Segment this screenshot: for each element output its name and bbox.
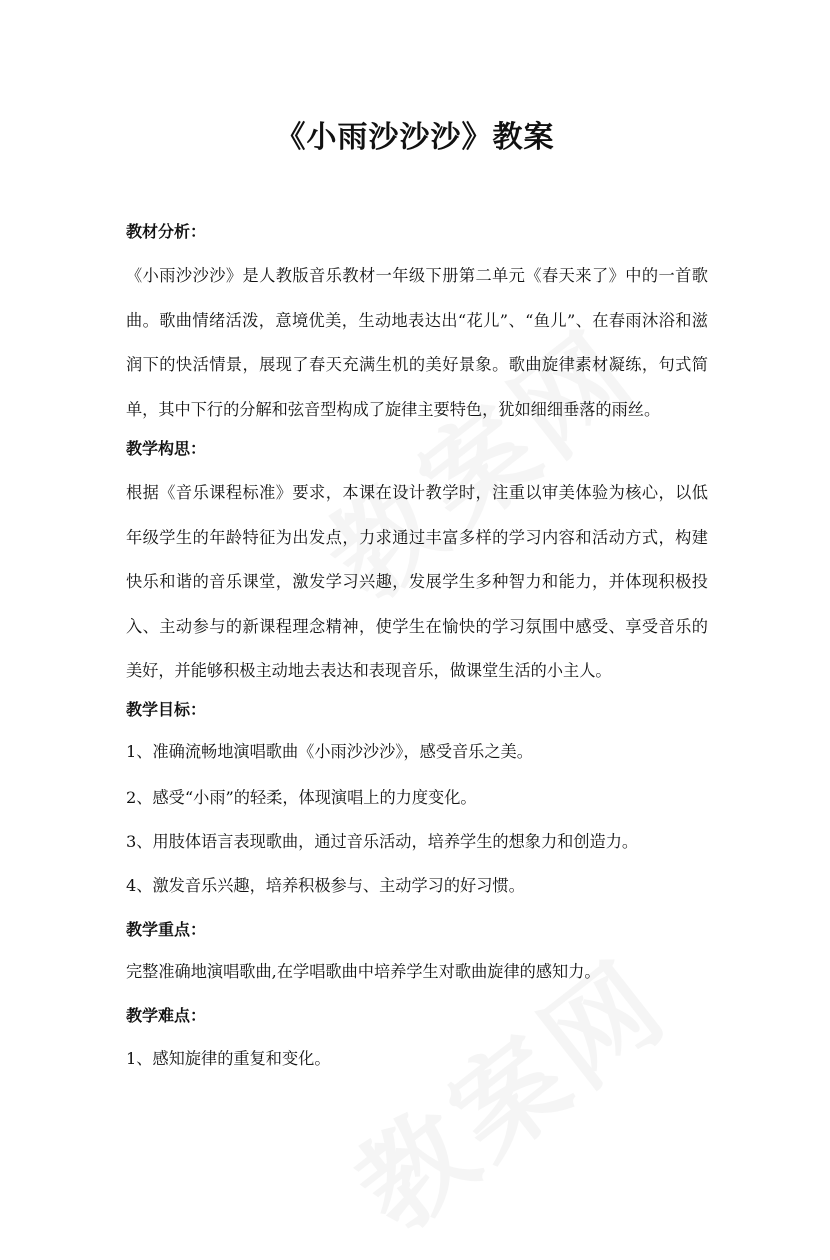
difficulty-item: 1、感知旋律的重复和变化。 bbox=[126, 1049, 331, 1068]
goal-item: 1、准确流畅地演唱歌曲《小雨沙沙沙》，感受音乐之美。 bbox=[126, 742, 533, 761]
section-text-analysis: 《小雨沙沙沙》是人教版音乐教材一年级下册第二单元《春天来了》中的一首歌曲。歌曲情绪活泼，意境优美，生动地表达出“花儿”、“鱼儿”、在春雨沐浴和滋润下的快活情景，展现了春天充满生机的美好景象。歌曲旋律素材凝练，句式简单，其中下行的分解和弦音型构成了旋律主要特色，犹如细细垂落的雨丝。 bbox=[126, 266, 708, 419]
document-title: 《小雨沙沙沙》教案 bbox=[275, 120, 555, 155]
section-heading-goals: 教学目标： bbox=[126, 700, 207, 719]
section-text-key-points: 完整准确地演唱歌曲,在学唱歌曲中培养学生对歌曲旋律的感知力。 bbox=[126, 962, 601, 981]
section-text-concept: 根据《音乐课程标准》要求，本课在设计教学时，注重以审美体验为核心，以低年级学生的年龄特征为出发点，力求通过丰富多样的学习内容和活动方式，构建快乐和谐的音乐课堂，激发学习兴趣，发展学生多种智力和能力，并体现积极投入、主动参与的新课程理念精神，使学生在愉快的学习氛围中感受、享受音乐的美好，并能够积极主动地去表达和表现音乐，做课堂生活的小主人。 bbox=[126, 483, 708, 680]
section-heading-difficulties: 教学难点： bbox=[126, 1006, 207, 1025]
goal-item: 4、激发音乐兴趣，培养积极参与、主动学习的好习惯。 bbox=[126, 876, 525, 895]
section-heading-key-points: 教学重点： bbox=[126, 920, 207, 939]
section-heading-analysis: 教材分析： bbox=[126, 222, 207, 241]
goal-item: 2、感受“小雨”的轻柔，体现演唱上的力度变化。 bbox=[126, 788, 477, 807]
goal-item: 3、用肢体语言表现歌曲，通过音乐活动，培养学生的想象力和创造力。 bbox=[126, 832, 639, 851]
section-heading-concept: 教学构思： bbox=[126, 439, 207, 458]
